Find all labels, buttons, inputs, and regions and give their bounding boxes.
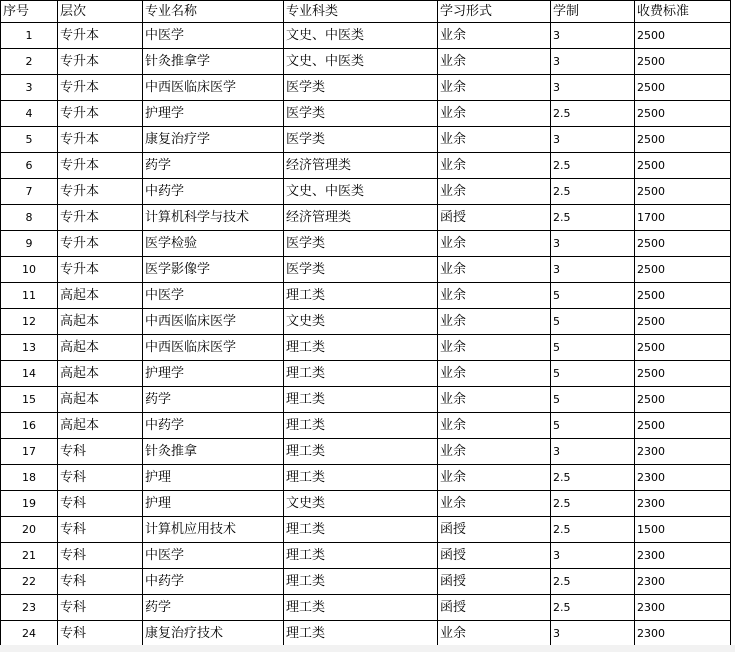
cell-level: 专升本 — [58, 205, 143, 231]
cell-study-mode: 业余 — [438, 413, 551, 439]
cell-index: 16 — [1, 413, 58, 439]
cell-study-mode: 业余 — [438, 49, 551, 75]
cell-level: 高起本 — [58, 413, 143, 439]
cell-fee: 2500 — [635, 309, 731, 335]
cell-duration: 5 — [551, 361, 635, 387]
cell-study-mode: 函授 — [438, 205, 551, 231]
table-row — [1, 205, 731, 231]
cell-major: 中医学 — [143, 543, 284, 569]
cell-index: 4 — [1, 101, 58, 127]
cell-study-mode: 业余 — [438, 491, 551, 517]
cell-index: 10 — [1, 257, 58, 283]
cell-level: 专升本 — [58, 231, 143, 257]
table-body — [1, 23, 731, 647]
cell-index: 21 — [1, 543, 58, 569]
cell-category: 医学类 — [284, 127, 438, 153]
table-row — [1, 23, 731, 49]
cell-fee: 2500 — [635, 283, 731, 309]
cell-level: 专升本 — [58, 101, 143, 127]
cell-major: 护理学 — [143, 101, 284, 127]
cell-fee: 2500 — [635, 101, 731, 127]
cell-study-mode: 业余 — [438, 283, 551, 309]
cell-category: 理工类 — [284, 361, 438, 387]
cell-fee: 2500 — [635, 413, 731, 439]
cell-level: 高起本 — [58, 335, 143, 361]
cell-category: 理工类 — [284, 413, 438, 439]
cell-level: 专科 — [58, 517, 143, 543]
cell-major: 中西医临床医学 — [143, 309, 284, 335]
cell-major: 康复治疗学 — [143, 127, 284, 153]
cell-category: 理工类 — [284, 621, 438, 647]
cell-level: 专升本 — [58, 153, 143, 179]
cell-duration: 2.5 — [551, 101, 635, 127]
cell-category: 理工类 — [284, 595, 438, 621]
table-row — [1, 179, 731, 205]
cell-duration: 2.5 — [551, 595, 635, 621]
cell-study-mode: 业余 — [438, 179, 551, 205]
cell-duration: 2.5 — [551, 153, 635, 179]
cell-fee: 2500 — [635, 23, 731, 49]
cell-level: 专升本 — [58, 179, 143, 205]
cell-duration: 3 — [551, 257, 635, 283]
cell-study-mode: 函授 — [438, 517, 551, 543]
cell-study-mode: 函授 — [438, 595, 551, 621]
cell-level: 高起本 — [58, 309, 143, 335]
cell-level: 专升本 — [58, 23, 143, 49]
table-row — [1, 569, 731, 595]
table-row — [1, 621, 731, 647]
cell-study-mode: 业余 — [438, 387, 551, 413]
cell-index: 17 — [1, 439, 58, 465]
table-row — [1, 361, 731, 387]
cell-major: 计算机科学与技术 — [143, 205, 284, 231]
cell-duration: 3 — [551, 543, 635, 569]
cell-fee: 2500 — [635, 335, 731, 361]
cell-duration: 5 — [551, 309, 635, 335]
cell-category: 医学类 — [284, 75, 438, 101]
cell-fee: 1500 — [635, 517, 731, 543]
cell-study-mode: 业余 — [438, 101, 551, 127]
table-row — [1, 465, 731, 491]
header-cell-major: 专业名称 — [143, 1, 284, 23]
cell-fee: 2500 — [635, 127, 731, 153]
cell-category: 医学类 — [284, 231, 438, 257]
cell-level: 专升本 — [58, 127, 143, 153]
cell-index: 23 — [1, 595, 58, 621]
cell-fee: 2300 — [635, 595, 731, 621]
header-row — [1, 1, 731, 23]
cell-study-mode: 业余 — [438, 257, 551, 283]
cell-major: 医学检验 — [143, 231, 284, 257]
table-row — [1, 595, 731, 621]
table-row — [1, 153, 731, 179]
cell-duration: 2.5 — [551, 205, 635, 231]
cell-index: 8 — [1, 205, 58, 231]
cell-category: 文史类 — [284, 491, 438, 517]
cell-index: 12 — [1, 309, 58, 335]
cell-major: 针灸推拿 — [143, 439, 284, 465]
cell-study-mode: 业余 — [438, 335, 551, 361]
cell-category: 理工类 — [284, 439, 438, 465]
cell-duration: 2.5 — [551, 491, 635, 517]
cell-major: 康复治疗技术 — [143, 621, 284, 647]
cell-fee: 2300 — [635, 621, 731, 647]
cell-duration: 5 — [551, 387, 635, 413]
cell-duration: 5 — [551, 283, 635, 309]
cell-fee: 2300 — [635, 439, 731, 465]
cell-category: 理工类 — [284, 335, 438, 361]
cell-study-mode: 函授 — [438, 543, 551, 569]
cell-level: 专科 — [58, 595, 143, 621]
cell-category: 理工类 — [284, 465, 438, 491]
cell-major: 中医学 — [143, 283, 284, 309]
cell-duration: 3 — [551, 621, 635, 647]
cell-fee: 2500 — [635, 179, 731, 205]
cell-category: 医学类 — [284, 101, 438, 127]
cell-duration: 5 — [551, 335, 635, 361]
table-row — [1, 101, 731, 127]
cell-index: 6 — [1, 153, 58, 179]
cell-fee: 2500 — [635, 231, 731, 257]
cell-major: 中西医临床医学 — [143, 75, 284, 101]
header-cell-duration: 学制 — [551, 1, 635, 23]
cell-duration: 5 — [551, 413, 635, 439]
cell-category: 理工类 — [284, 517, 438, 543]
cell-duration: 2.5 — [551, 517, 635, 543]
table-row — [1, 309, 731, 335]
table-row — [1, 231, 731, 257]
table-row — [1, 387, 731, 413]
cell-major: 医学影像学 — [143, 257, 284, 283]
cell-study-mode: 业余 — [438, 309, 551, 335]
cell-duration: 3 — [551, 127, 635, 153]
cell-category: 医学类 — [284, 257, 438, 283]
cell-major: 护理 — [143, 465, 284, 491]
header-cell-level: 层次 — [58, 1, 143, 23]
header-cell-category: 专业科类 — [284, 1, 438, 23]
cell-fee: 2500 — [635, 75, 731, 101]
cell-study-mode: 业余 — [438, 23, 551, 49]
cell-index: 7 — [1, 179, 58, 205]
cell-fee: 2300 — [635, 465, 731, 491]
cell-study-mode: 业余 — [438, 621, 551, 647]
table-row — [1, 335, 731, 361]
cell-duration: 2.5 — [551, 465, 635, 491]
cell-duration: 3 — [551, 75, 635, 101]
table-row — [1, 517, 731, 543]
cell-duration: 2.5 — [551, 569, 635, 595]
table-row — [1, 75, 731, 101]
cell-fee: 2500 — [635, 361, 731, 387]
cell-level: 专升本 — [58, 75, 143, 101]
cell-index: 9 — [1, 231, 58, 257]
cell-fee: 1700 — [635, 205, 731, 231]
cell-fee: 2500 — [635, 153, 731, 179]
table-row — [1, 543, 731, 569]
cell-duration: 3 — [551, 49, 635, 75]
cell-fee: 2300 — [635, 569, 731, 595]
header-cell-fee: 收费标准 — [635, 1, 731, 23]
header-cell-index: 序号 — [1, 1, 58, 23]
cell-study-mode: 业余 — [438, 153, 551, 179]
cell-category: 经济管理类 — [284, 153, 438, 179]
cell-category: 理工类 — [284, 387, 438, 413]
cell-index: 19 — [1, 491, 58, 517]
cell-index: 15 — [1, 387, 58, 413]
cell-major: 计算机应用技术 — [143, 517, 284, 543]
cell-level: 高起本 — [58, 361, 143, 387]
table-row — [1, 439, 731, 465]
cell-major: 护理 — [143, 491, 284, 517]
table-row — [1, 49, 731, 75]
cell-category: 理工类 — [284, 569, 438, 595]
cell-duration: 2.5 — [551, 179, 635, 205]
header-cell-study-mode: 学习形式 — [438, 1, 551, 23]
cell-index: 3 — [1, 75, 58, 101]
cell-fee: 2300 — [635, 491, 731, 517]
table-row — [1, 127, 731, 153]
cell-level: 高起本 — [58, 283, 143, 309]
sheet-bottom-edge — [0, 645, 735, 652]
cell-study-mode: 业余 — [438, 361, 551, 387]
cell-index: 18 — [1, 465, 58, 491]
cell-duration: 3 — [551, 231, 635, 257]
table-row — [1, 257, 731, 283]
cell-category: 文史、中医类 — [284, 23, 438, 49]
cell-index: 14 — [1, 361, 58, 387]
cell-index: 5 — [1, 127, 58, 153]
cell-fee: 2300 — [635, 543, 731, 569]
cell-major: 中药学 — [143, 569, 284, 595]
cell-major: 药学 — [143, 387, 284, 413]
cell-index: 24 — [1, 621, 58, 647]
cell-level: 专科 — [58, 465, 143, 491]
cell-index: 1 — [1, 23, 58, 49]
cell-fee: 2500 — [635, 49, 731, 75]
cell-study-mode: 业余 — [438, 75, 551, 101]
cell-category: 文史类 — [284, 309, 438, 335]
table-row — [1, 413, 731, 439]
cell-major: 药学 — [143, 595, 284, 621]
cell-major: 护理学 — [143, 361, 284, 387]
cell-study-mode: 业余 — [438, 127, 551, 153]
cell-major: 针灸推拿学 — [143, 49, 284, 75]
cell-category: 理工类 — [284, 283, 438, 309]
cell-study-mode: 业余 — [438, 465, 551, 491]
cell-category: 经济管理类 — [284, 205, 438, 231]
cell-index: 20 — [1, 517, 58, 543]
cell-level: 高起本 — [58, 387, 143, 413]
cell-level: 专科 — [58, 569, 143, 595]
cell-category: 文史、中医类 — [284, 49, 438, 75]
table-row — [1, 491, 731, 517]
cell-index: 13 — [1, 335, 58, 361]
cell-study-mode: 业余 — [438, 231, 551, 257]
cell-major: 中药学 — [143, 179, 284, 205]
cell-level: 专科 — [58, 543, 143, 569]
cell-study-mode: 函授 — [438, 569, 551, 595]
cell-category: 文史、中医类 — [284, 179, 438, 205]
cell-level: 专升本 — [58, 257, 143, 283]
cell-major: 中医学 — [143, 23, 284, 49]
cell-fee: 2500 — [635, 257, 731, 283]
cell-category: 理工类 — [284, 543, 438, 569]
cell-index: 2 — [1, 49, 58, 75]
cell-major: 药学 — [143, 153, 284, 179]
cell-index: 11 — [1, 283, 58, 309]
cell-fee: 2500 — [635, 387, 731, 413]
cell-major: 中西医临床医学 — [143, 335, 284, 361]
cell-duration: 3 — [551, 439, 635, 465]
cell-major: 中药学 — [143, 413, 284, 439]
cell-index: 22 — [1, 569, 58, 595]
cell-study-mode: 业余 — [438, 439, 551, 465]
cell-level: 专升本 — [58, 49, 143, 75]
cell-level: 专科 — [58, 439, 143, 465]
table-row — [1, 283, 731, 309]
cell-duration: 3 — [551, 23, 635, 49]
cell-level: 专科 — [58, 491, 143, 517]
cell-level: 专科 — [58, 621, 143, 647]
